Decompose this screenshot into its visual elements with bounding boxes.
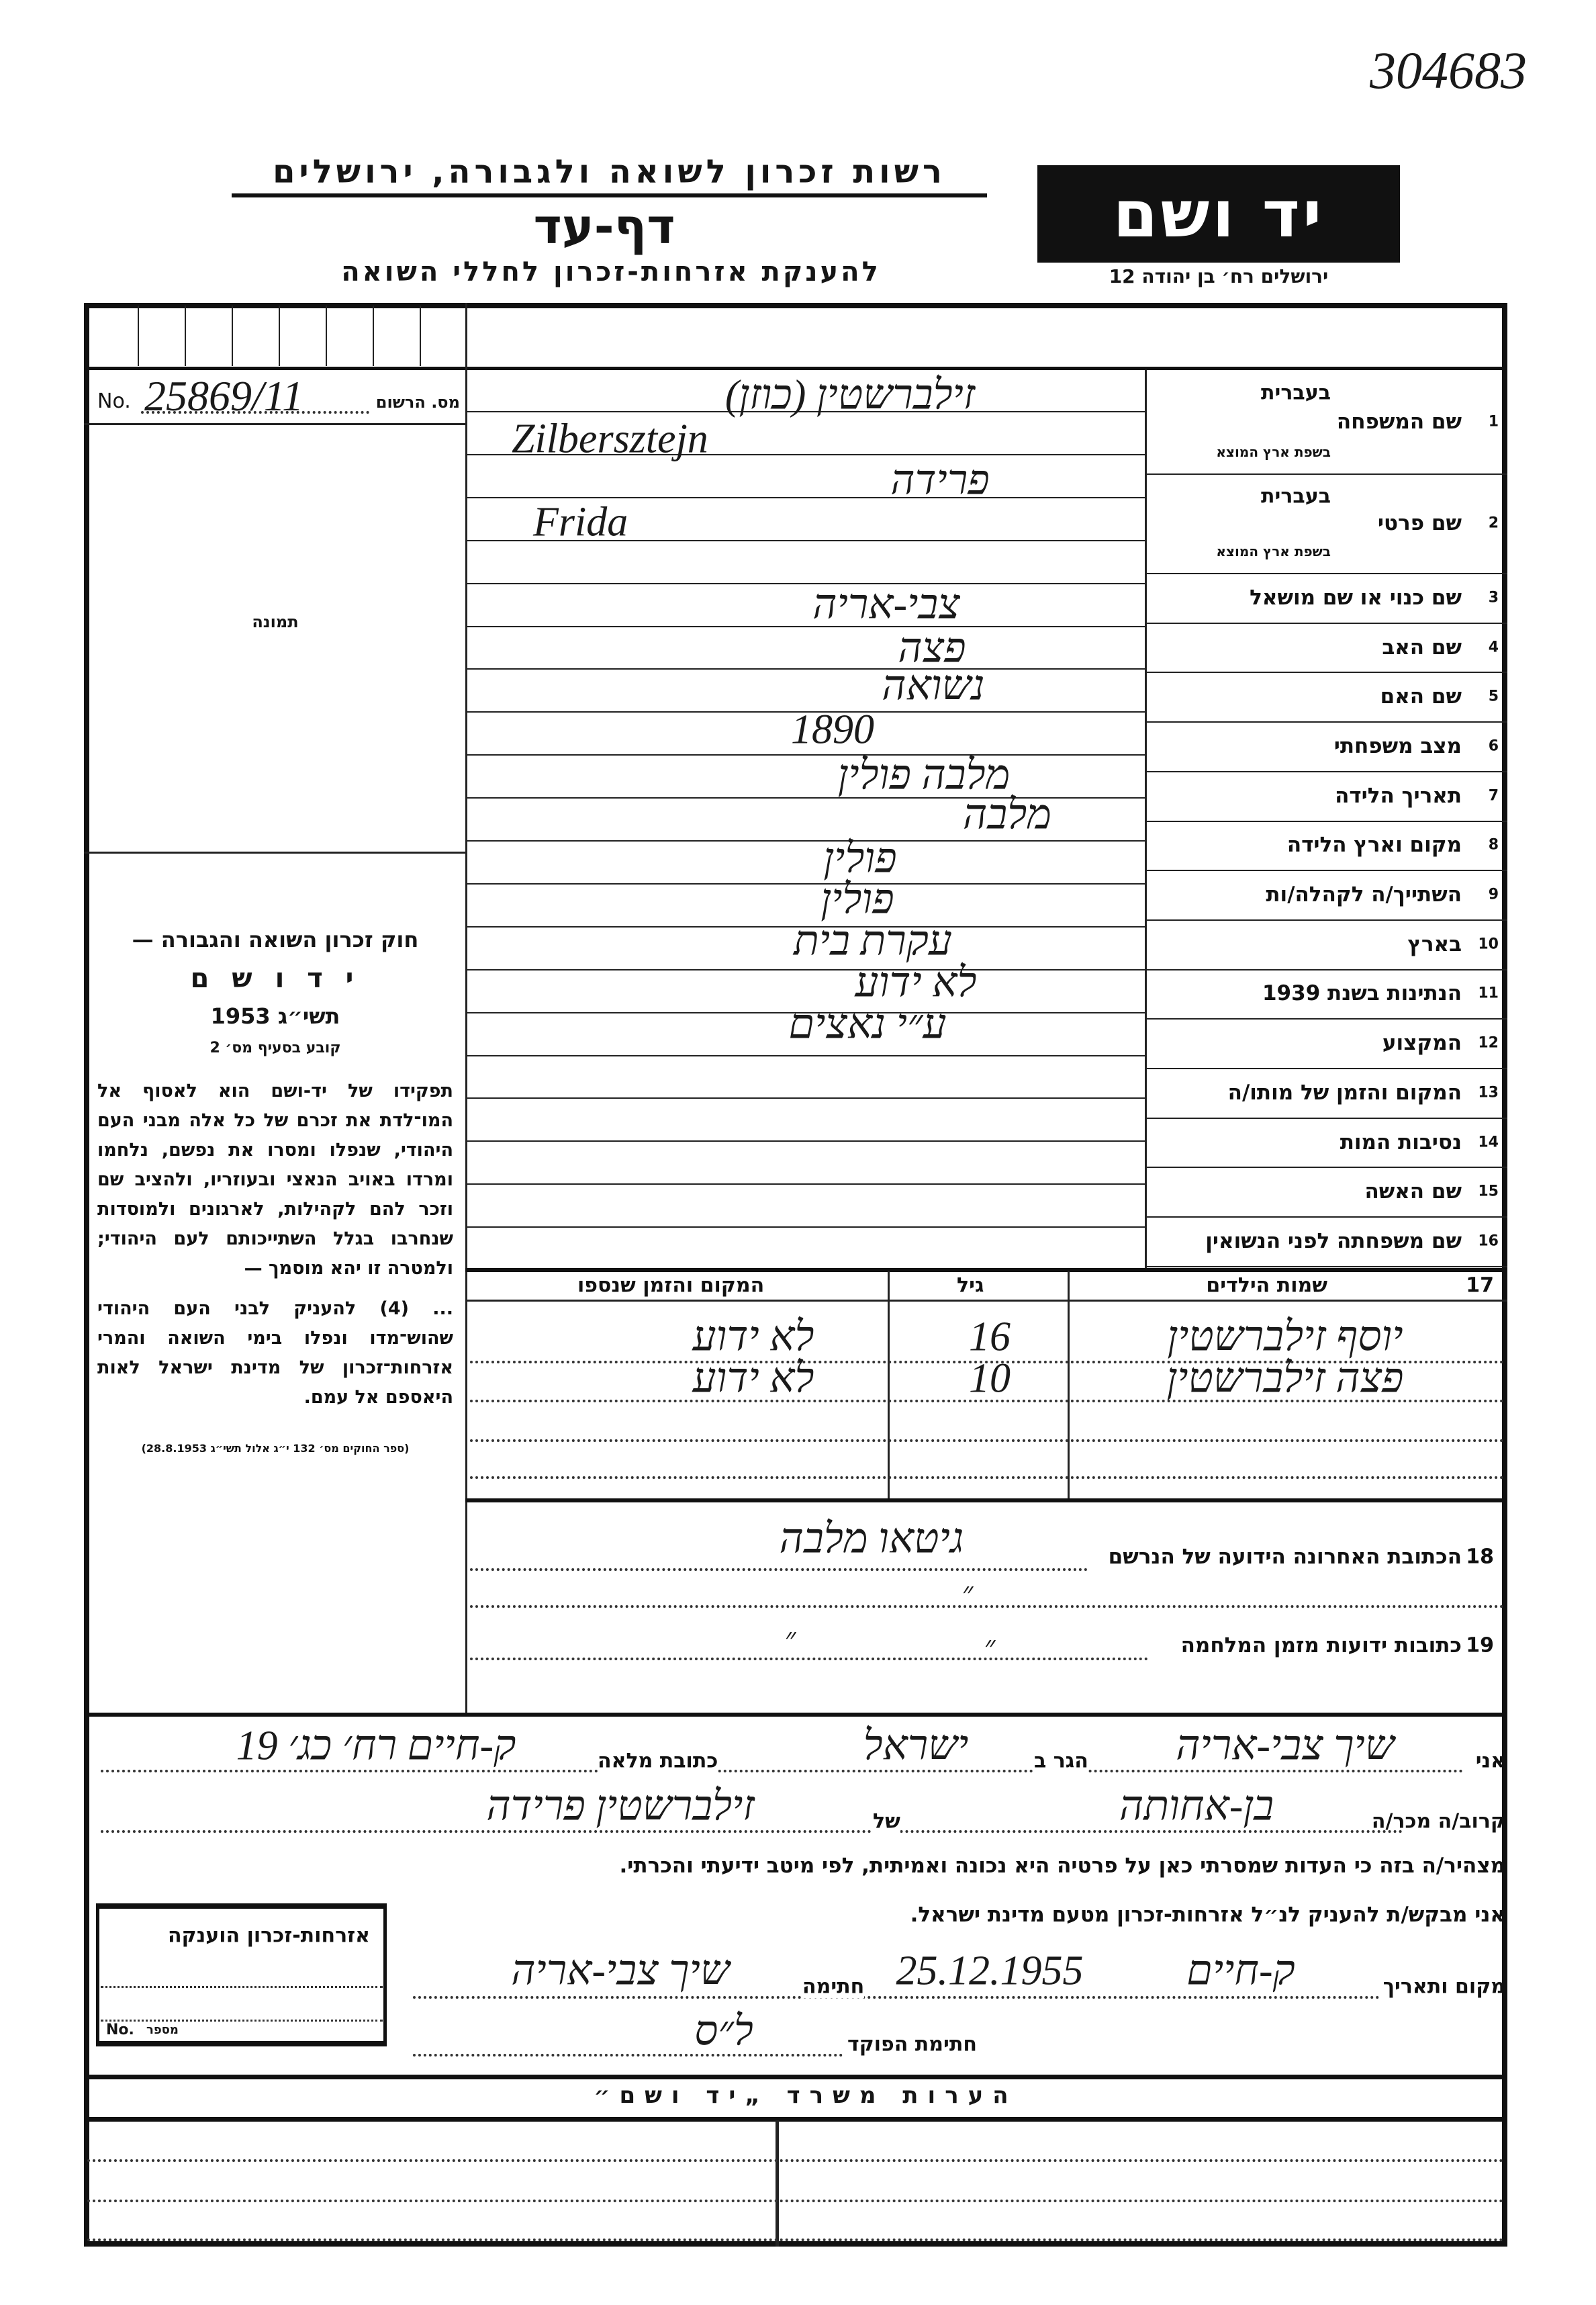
date-value[interactable]: 25.12.1955 — [896, 1948, 1084, 1994]
divider — [84, 2117, 1507, 2122]
field-label: מצב משפחתי — [1333, 733, 1462, 758]
field-18-label: הכתובת האחרונה הידועה של הנרשם — [1108, 1545, 1462, 1569]
place-value[interactable]: ק-חיים — [1186, 1948, 1295, 1994]
strip-box-divider — [138, 306, 139, 366]
field-sublabel-hebrew: בעברית — [1261, 381, 1331, 405]
nationality-1939[interactable]: פולין — [820, 876, 894, 923]
citizenship-granted-box — [96, 1903, 387, 2046]
label-row-line — [1145, 1118, 1507, 1119]
children-age-header: גיל — [957, 1273, 984, 1298]
label-row-line — [1145, 1018, 1507, 1020]
family-name-hebrew[interactable]: זילברשטין (כוזן) — [724, 372, 976, 418]
statement-2: אני מבקש/ת להעניק לנ״ל אזרחות-זכרון מטעם מדינת ישראל. — [910, 1903, 1505, 1927]
child-name[interactable]: יוסף זילברשטין — [1167, 1314, 1403, 1360]
column-divider — [888, 1271, 890, 1500]
strip-box-divider — [326, 306, 327, 366]
relation-value[interactable]: בן-אחותה — [1119, 1783, 1274, 1829]
field-number: 7 — [1488, 787, 1499, 805]
label-row-line — [1145, 1266, 1507, 1267]
divider — [465, 1300, 1507, 1302]
field-number: 16 — [1478, 1232, 1499, 1250]
column-divider — [776, 2120, 779, 2247]
field-label: המקום והזמן של מותו/ה — [1227, 1080, 1462, 1105]
birth-date[interactable]: 1890 — [791, 707, 874, 753]
label-row-line — [1145, 919, 1507, 921]
form-title: דף-עד — [533, 198, 675, 255]
value-row-line — [465, 497, 1145, 498]
notes-line[interactable] — [87, 2159, 1504, 2162]
death-place-time[interactable]: לא ידוע — [855, 960, 977, 1006]
address-line: ירושלים רח׳ בן יהודה 12 — [1109, 265, 1329, 287]
label-row-line — [1145, 573, 1507, 574]
value-row-line — [465, 626, 1145, 627]
field-label: שם האשה — [1364, 1179, 1462, 1204]
children-num: 17 — [1466, 1273, 1494, 1298]
label-row-line — [1145, 672, 1507, 673]
granted-no-he: מספר — [146, 2023, 179, 2037]
label-row-line — [1145, 721, 1507, 723]
first-name-hebrew[interactable]: פרידה — [890, 457, 990, 504]
field-label: שם פרטי — [1377, 511, 1462, 535]
law-title: חוק זכרון השואה והגבורה — — [132, 927, 419, 952]
field-label: שם המשפחה — [1336, 410, 1462, 434]
field-19-num: 19 — [1466, 1633, 1494, 1658]
yad-vashem-logo — [1037, 165, 1400, 263]
granted-line — [101, 1986, 383, 1988]
law-year: תשי״ג 1953 — [210, 1003, 340, 1029]
granted-title: אזרחות-זכרון הוענקה — [167, 1924, 370, 1948]
officer-line — [413, 2054, 843, 2057]
field-number: 3 — [1488, 589, 1499, 606]
child-name[interactable]: פצה זילברשטין — [1166, 1355, 1404, 1402]
label-row-line — [1145, 1216, 1507, 1218]
value-row-line — [465, 1055, 1145, 1056]
profession[interactable]: עקרת בית — [794, 918, 952, 964]
child-age[interactable]: 16 — [969, 1314, 1011, 1360]
divider — [465, 1498, 1507, 1502]
label-row-line — [1145, 1167, 1507, 1168]
granted-no-en: No. — [106, 2022, 134, 2038]
field-label: שם כנוי או שם מושאל — [1250, 585, 1462, 610]
field-number: 2 — [1488, 514, 1499, 532]
field-19-label: כתובות ידועות מזמן המלחמה — [1180, 1633, 1462, 1658]
reg-label-he: מס. הרשום — [375, 393, 460, 412]
death-circumstances[interactable]: ע״י נאצים — [788, 1001, 947, 1048]
birth-place[interactable]: מלבה פולין — [837, 752, 1011, 799]
label-row-line — [1145, 821, 1507, 822]
field-number: 9 — [1488, 886, 1499, 903]
ditto-mark: ״ — [984, 1630, 996, 1664]
field-label: בארץ — [1407, 932, 1462, 956]
field-sublabel-hebrew: בעברית — [1261, 484, 1331, 508]
column-divider — [1068, 1271, 1070, 1500]
field-label: שם האב — [1382, 635, 1462, 660]
value-row-line — [465, 1183, 1145, 1185]
field-label: מקום וארץ הלידה — [1286, 833, 1462, 858]
i-label: אני — [1475, 1749, 1505, 1773]
label-row-line — [1145, 1068, 1507, 1069]
field-number: 11 — [1478, 985, 1499, 1002]
value-row-line — [465, 1226, 1145, 1228]
of-label: של — [873, 1809, 900, 1834]
logo-text: יד ושם — [1113, 176, 1325, 252]
field-19-line — [470, 1658, 1148, 1660]
divider — [84, 423, 465, 425]
field-18-line — [470, 1568, 1088, 1571]
statement-1: מצהיר/ה בזה כי העדות שמסרתי כאן על פרטיה היא נכונה ואמיתית, לפי מיטב ידיעתי והכרתי. — [619, 1854, 1505, 1878]
field-label: שם האם — [1380, 684, 1462, 709]
country[interactable]: פולין — [823, 835, 897, 882]
of-value[interactable]: זילברשטין פרידה — [486, 1783, 755, 1829]
granted-line — [101, 2020, 383, 2022]
value-row-line — [465, 754, 1145, 756]
community[interactable]: מלבה — [963, 792, 1051, 838]
field-label: נסיבות המות — [1340, 1130, 1462, 1155]
officer-label: חתימת הפוקד — [847, 2032, 977, 2057]
reg-label-en: No. — [97, 390, 131, 413]
place-date-label: מקום ותאריך — [1382, 1975, 1505, 1999]
law-clause: קובע בסעיף מס׳ 2 — [209, 1040, 341, 1056]
reg-number[interactable]: 25869/11 — [144, 372, 304, 420]
officer-signature[interactable]: ל״ס — [694, 2008, 753, 2054]
form-subtitle: להענקת אזרחות-זכרון לחללי השואה — [341, 257, 881, 287]
label-row-line — [1145, 870, 1507, 871]
mother-name[interactable]: פצה — [898, 625, 966, 672]
field-number: 4 — [1488, 639, 1499, 656]
law-paragraph-2: ... (4) להעניק לבני העם היהודי שהוש־מדו ונפלו בימי השואה והמרי אזרחות־זכרון של מדינת ישראל לאות היאספם אל עמם. — [97, 1298, 454, 1408]
signature-label: חתימה — [802, 1975, 865, 1999]
strip-box-divider — [373, 306, 374, 366]
field-sublabel-origin: בשפת ארץ המוצא — [1216, 444, 1331, 460]
lives-in[interactable]: ישראל — [863, 1723, 969, 1769]
field-number: 10 — [1478, 936, 1499, 953]
declarant-line — [101, 1770, 1464, 1772]
field-number: 15 — [1478, 1183, 1499, 1200]
ditto-mark: ״ — [784, 1622, 796, 1656]
field-sublabel-origin: בשפת ארץ המוצא — [1216, 543, 1331, 559]
children-names-header: שמות הילדים — [1206, 1273, 1327, 1298]
value-row-line — [465, 583, 1145, 584]
notes-title: הערות משרד „יד ושם״ — [594, 2082, 1018, 2109]
field-number: 8 — [1488, 836, 1499, 854]
divider — [84, 2075, 1507, 2079]
field-number: 13 — [1478, 1084, 1499, 1101]
marital-status[interactable]: נשואה — [882, 663, 985, 709]
divider — [465, 1268, 1507, 1272]
signature[interactable]: שיך צבי-אריה — [511, 1948, 730, 1994]
strip-box-divider — [185, 306, 186, 366]
value-row-line — [465, 1097, 1145, 1099]
field-number: 14 — [1478, 1134, 1499, 1151]
authority-title: רשות זכרון לשואה ולגבורה, ירושלים — [232, 153, 987, 197]
field-label: תאריך הלידה — [1335, 783, 1462, 808]
field-number: 12 — [1478, 1034, 1499, 1052]
photo-label: תמונה — [252, 613, 299, 631]
field-label: הנתינות בשנת 1939 — [1262, 981, 1462, 1006]
strip-box-divider — [232, 306, 233, 366]
label-row-line — [1145, 771, 1507, 772]
label-row-line — [1145, 969, 1507, 970]
notes-line[interactable] — [87, 2239, 1504, 2241]
child-age[interactable]: 10 — [969, 1355, 1011, 1402]
law-text — [97, 927, 453, 1455]
lives-label: הגר ב — [1034, 1749, 1088, 1773]
relation-line — [101, 1830, 1403, 1833]
field-number: 5 — [1488, 688, 1499, 705]
child-place[interactable]: לא ידוע — [692, 1355, 814, 1402]
full-address[interactable]: ק-חיים רח׳ כג׳ 19 — [236, 1723, 516, 1769]
field-label: השתייך/ה לקהלה/ות — [1266, 883, 1462, 907]
value-row-line — [465, 883, 1145, 885]
row-line — [470, 1476, 1504, 1479]
label-row-line — [1145, 623, 1507, 624]
relation-label: קרוב/ה מכר/ה — [1371, 1809, 1505, 1834]
field-18-num: 18 — [1466, 1545, 1494, 1569]
child-place[interactable]: לא ידוע — [692, 1314, 814, 1360]
notes-line[interactable] — [87, 2200, 1504, 2202]
law-name: י ד ו ש ם — [190, 963, 361, 994]
row-line — [470, 1605, 1504, 1608]
row-line — [470, 1439, 1504, 1442]
children-place-header: המקום והזמן שנספו — [577, 1273, 765, 1298]
place-date-line — [413, 1996, 1380, 1999]
divider — [84, 852, 465, 854]
declarant-name[interactable]: שיך צבי-אריה — [1176, 1723, 1395, 1769]
ditto-mark: ״ — [961, 1576, 974, 1610]
father-name[interactable]: צבי-אריה — [812, 582, 960, 628]
archive-number: 304683 — [1370, 41, 1527, 99]
law-paragraph-1: תפקידו של יד-ושם הוא לאסוף אל המו־לדת את זכרם של כל אלה מבני העם היהודי, שנפלו ומסרו את נפשם, נלחמו ומרדו באויב הנאצי ובעוזריו, ולהציב שם וזכר להם לקהילות, לארגונים ולמוסדות שנחרבו בגלל השתייכותם לעם היהודי; ולמטרה זו יהא מוסמך — — [97, 1081, 453, 1279]
strip-box-divider — [279, 306, 280, 366]
field-label: שם משפחתה לפני הנשואין — [1205, 1228, 1462, 1253]
divider — [84, 1713, 1507, 1717]
strip-box-divider — [420, 306, 421, 366]
value-row-line — [465, 840, 1145, 842]
last-address[interactable]: גיטאו מלבה — [779, 1516, 964, 1562]
family-name-latin[interactable]: Zilbersztejn — [512, 416, 708, 462]
field-number: 1 — [1488, 413, 1499, 431]
field-number: 6 — [1488, 737, 1499, 755]
field-label: המקצוע — [1382, 1031, 1462, 1056]
value-row-line — [465, 1140, 1145, 1142]
law-source: (ספר החוקים מס׳ 132 י״ג אלול תשי״ג 28.8.1953) — [141, 1442, 410, 1455]
address-label: כתובת מלאה — [598, 1749, 718, 1773]
label-row-line — [1145, 473, 1507, 475]
divider — [84, 367, 1507, 370]
value-row-line — [465, 969, 1145, 970]
first-name-latin[interactable]: Frida — [533, 499, 628, 545]
value-row-line — [465, 668, 1145, 670]
